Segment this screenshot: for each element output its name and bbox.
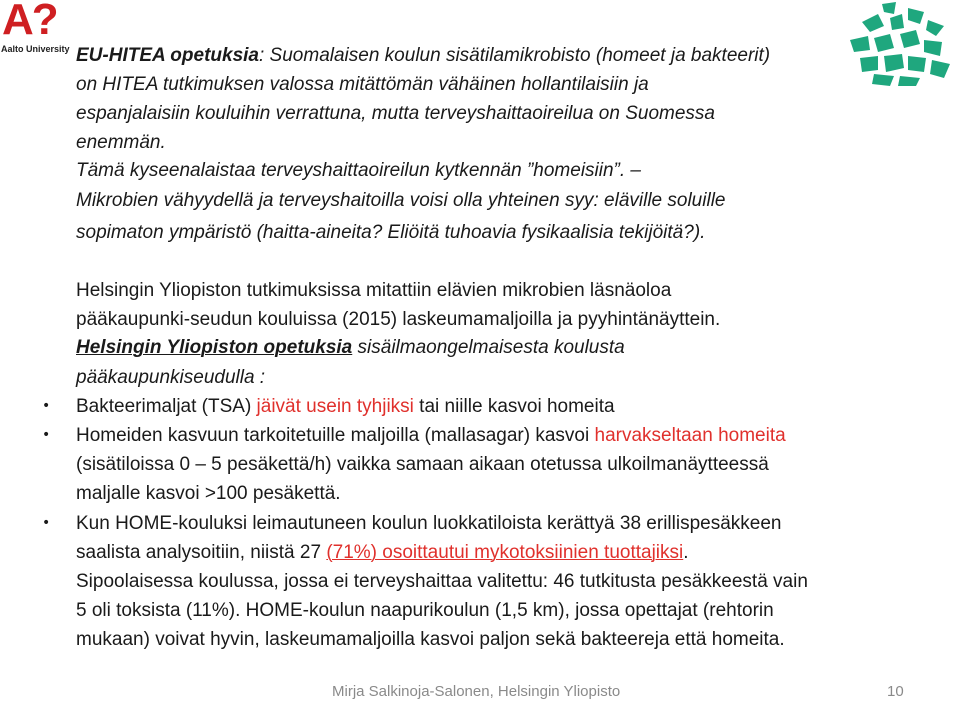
footer-author: Mirja Salkinoja-Salonen, Helsingin Yliopisto	[332, 683, 621, 700]
page-number: 10	[887, 683, 904, 700]
bullet-1-part-a: Bakteerimaljat (TSA)	[76, 396, 257, 417]
body-line-2: pääkaupunki-seudun kouluissa (2015) laskeumamaljoilla ja pyyhintänäyttein.	[76, 309, 721, 330]
bullet-3-line-1: Kun HOME-kouluksi leimautuneen koulun luokkatiloista kerättyä 38 erillispesäkkeen	[76, 513, 782, 534]
bullet-3-line-3: Sipoolaisessa koulussa, jossa ei terveyshaittaa valitettu: 46 tutkitusta pesäkkeestä vain	[76, 571, 808, 592]
intro-line-6: Mikrobien vähyydellä ja terveyshaitoilla voisi olla yhteinen syy: eläville soluille	[76, 190, 726, 211]
bullet-3-part-a: saalista analysoitiin, niistä 27	[76, 542, 327, 563]
bullet-2-part-a: Homeiden kasvuun tarkoitetuille maljoilla (mallasagar) kasvoi	[76, 425, 595, 446]
body-line-1: Helsingin Yliopiston tutkimuksissa mitattiin elävien mikrobien läsnäoloa	[76, 280, 672, 301]
bullet-3-marker: •	[42, 515, 51, 531]
bullet-2-line-2: (sisätiloissa 0 – 5 pesäkettä/h) vaikka samaan aikaan otetussa ulkoilmanäytteessä	[76, 454, 769, 475]
intro-bold-heading: EU-HITEA opetuksia	[76, 45, 259, 66]
helsinki-university-logo-icon	[844, 0, 956, 86]
lessons-heading-line-2: pääkaupunkiseudulla :	[76, 367, 266, 388]
bullet-3-line-5: mukaan) voivat hyvin, laskeumamaljoilla kasvoi paljon sekä bakteereja että homeita.	[76, 629, 785, 650]
intro-line-1	[76, 44, 770, 67]
bullet-3-line-4: 5 oli toksista (11%). HOME-koulun naapurikoulun (1,5 km), jossa opettajat (rehtorin	[76, 600, 774, 621]
lessons-heading-text: sisäilmaongelmaisesta koulusta	[352, 337, 625, 358]
bullet-1-marker: •	[42, 398, 51, 414]
aalto-university-logo	[0, 0, 72, 60]
aalto-logo-text: Aalto University	[1, 44, 70, 54]
bullet-2-marker: •	[42, 427, 51, 443]
intro-line-3: espanjalaisiin kouluihin verrattuna, mutta terveyshaittaoireilua on Suomessa	[76, 103, 715, 124]
intro-line-2: on HITEA tutkimuksen valossa mitättömän vähäinen hollantilaisiin ja	[76, 74, 649, 95]
lessons-heading-line	[76, 336, 625, 359]
bullet-1-text	[76, 395, 615, 418]
bullet-2-highlight: harvakseltaan homeita	[594, 425, 786, 446]
intro-line-1-text: : Suomalaisen koulun sisätilamikrobisto (homeet ja bakteerit)	[259, 45, 771, 66]
intro-line-5: Tämä kyseenalaistaa terveyshaittaoireilun kytkennän ”homeisiin”. –	[76, 160, 641, 181]
bullet-3-highlight: (71%) osoittautui mykotoksiinien tuottajiksi	[326, 542, 684, 563]
bullet-3-part-b: .	[683, 542, 689, 563]
bullet-2-line-3: maljalle kasvoi >100 pesäkettä.	[76, 483, 341, 504]
intro-line-4: enemmän.	[76, 132, 166, 153]
lessons-heading-bold: Helsingin Yliopiston opetuksia	[76, 337, 353, 358]
bullet-1-highlight: jäivät usein tyhjiksi	[256, 396, 414, 417]
aalto-logo-mark: A?	[2, 0, 57, 44]
intro-line-7: sopimaton ympäristö (haitta-aineita? Eliöitä tuhoavia fysikaalisia tekijöitä?).	[76, 222, 706, 243]
bullet-1-part-b: tai niille kasvoi homeita	[413, 396, 615, 417]
bullet-3-line-2	[76, 541, 689, 564]
bullet-2-text	[76, 424, 786, 447]
